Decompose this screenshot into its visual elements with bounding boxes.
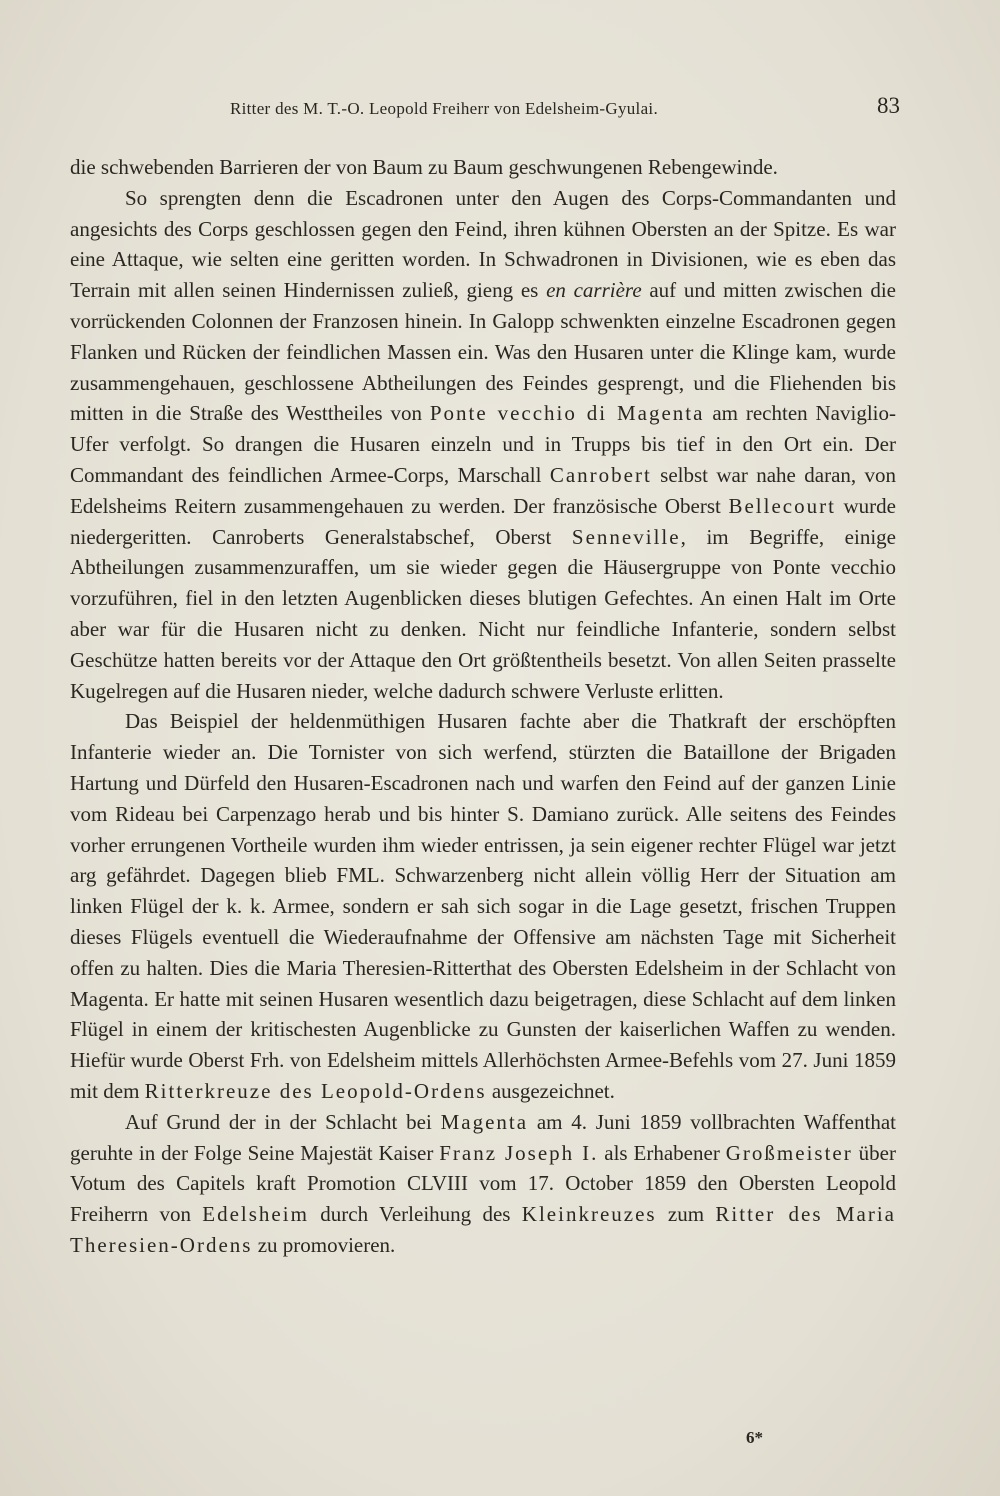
- page-number: 83: [877, 93, 900, 118]
- spaced-emphasis: Magenta: [440, 1109, 529, 1134]
- text-run: am 4. Juni 1859 vollbrachten Waffenthat geruhte in der Folge Seine Majestät Kaiser: [70, 1109, 896, 1165]
- spaced-emphasis: Kleinkreuzes: [521, 1202, 657, 1227]
- paragraph: [70, 183, 896, 707]
- spaced-emphasis: Bellecourt: [728, 493, 836, 518]
- italic-phrase: en carrière: [546, 278, 642, 303]
- text-run: zum: [656, 1202, 716, 1227]
- text-run: die schwebenden Barrieren der von Baum zu Baum geschwungenen Rebengewinde.: [70, 155, 778, 179]
- running-title: Ritter des M. T.-O. Leopold Freiherr von Edelsheim-Gyulai.: [230, 99, 658, 118]
- text-run: auf und mitten zwischen die vorrückenden Colonnen der Franzosen hinein. In Galopp schwenkten einzelne Escadronen gegen Flanken und Rücken der feindlichen Massen ein. Was den Husaren unter die Klinge kam, wurde zusammengehauen, geschlossene Abtheilungen des Feindes gesprengt, und die Fliehenden bis mitten in die Straße des Westtheiles von: [70, 278, 896, 426]
- text-run: Auf Grund der in der Schlacht bei: [125, 1109, 441, 1134]
- spaced-emphasis: Ritterkreuze des Leopold-Ordens: [144, 1078, 487, 1103]
- text-run: durch Verleihung des: [308, 1202, 522, 1227]
- spaced-emphasis: Franz Joseph I.: [439, 1140, 599, 1165]
- text-run: wurde niedergeritten. Canroberts Generalstabschef, Oberst: [70, 493, 896, 549]
- spaced-emphasis: Großmeister: [725, 1140, 853, 1165]
- text-run: , im Begriffe, einige Abtheilungen zusammenzuraffen, um sie wieder gegen die Häusergruppe von Ponte vecchio vorzuführen, fiel in den letzten Augenblicken dieses blutigen Gefechtes. An einen Halt im Orte aber war für die Husaren nicht zu denken. Nicht nur feindliche Infanterie, sondern selbst Geschütze hatten bereits vor der Attaque den Ort größtentheils besetzt. Von allen Seiten prasselte Kugelregen auf die Husaren nieder, welche dadurch schwere Verluste erlitten.: [70, 524, 896, 703]
- text-run: So sprengten denn die Escadronen unter den Augen des Corps-Commandanten und angesichts des Corps geschlossen gegen den Feind, ihren kühnen Obersten an der Spitze. Es war eine Attaque, wie selten eine geritten worden. In Schwadronen in Divisionen, wie es eben das Terrain mit allen seinen Hindernissen zuließ, gieng es: [70, 185, 896, 303]
- text-run: ausgezeichnet.: [486, 1078, 615, 1103]
- text-run: über Votum des Capitels kraft Promotion CLVIII vom 17. October 1859 den Obersten Leopold Freiherrn von: [70, 1140, 896, 1227]
- text-run: am rechten Naviglio-Ufer verfolgt. So drangen die Husaren einzeln und in Trupps bis tief in den Ort ein. Der Commandant des feindlichen Armee-Corps, Marschall: [70, 401, 897, 487]
- text-run: als Erhabener: [598, 1140, 726, 1165]
- text-run: selbst war nahe daran, von Edelsheims Reitern zusammengehauen zu werden. Der französische Oberst: [70, 462, 897, 518]
- paragraph: [70, 1107, 896, 1261]
- body-text: [70, 152, 896, 1261]
- spaced-emphasis: Ritter des Maria Theresien-Ordens: [70, 1202, 896, 1257]
- spaced-emphasis: Edelsheim: [202, 1202, 309, 1227]
- text-run: zu promovieren.: [252, 1232, 396, 1257]
- spaced-emphasis: Canrobert: [549, 462, 652, 487]
- paragraph: [70, 152, 896, 183]
- paragraph: [70, 706, 896, 1106]
- spaced-emphasis: Ponte vecchio di Magenta: [429, 401, 705, 426]
- signature-mark: 6*: [746, 1428, 763, 1447]
- text-run: Das Beispiel der heldenmüthigen Husaren fachte aber die Thatkraft der erschöpften Infanterie wieder an. Die Tornister von sich werfend, stürzten die Bataillone der Brigaden Hartung und Dürfeld den Husaren-Escadronen nach und warfen den Feind auf der ganzen Linie vom Rideau bei Carpenzago herab und bis hinter S. Damiano zurück. Alle seitens des Feindes vorher errungenen Vortheile wurden ihm wieder entrissen, ja sein eigener rechter Flügel war jetzt arg gefährdet. Dagegen blieb FML. Schwarzenberg nicht allein völlig Herr der Situation am linken Flügel der k. k. Armee, sondern er sah sich sogar in die Lage gesetzt, frischen Truppen dieses Flügels eventuell die Wiederaufnahme der Offensive am nächsten Tage mit Sicherheit offen zu halten. Dies die Maria Theresien-Ritterthat des Obersten Edelsheim in der Schlacht von Magenta. Er hatte mit seinen Husaren wesentlich dazu beigetragen, diese Schlacht auf dem linken Flügel in einem der kritischesten Augenblicke zu Gunsten der kaiserlichen Waffen zu wenden. Hiefür wurde Oberst Frh. von Edelsheim mittels Allerhöchsten Armee-Befehls vom 27. Juni 1859 mit dem: [70, 709, 896, 1103]
- spaced-emphasis: Senneville: [571, 524, 681, 549]
- page-header: [70, 93, 900, 127]
